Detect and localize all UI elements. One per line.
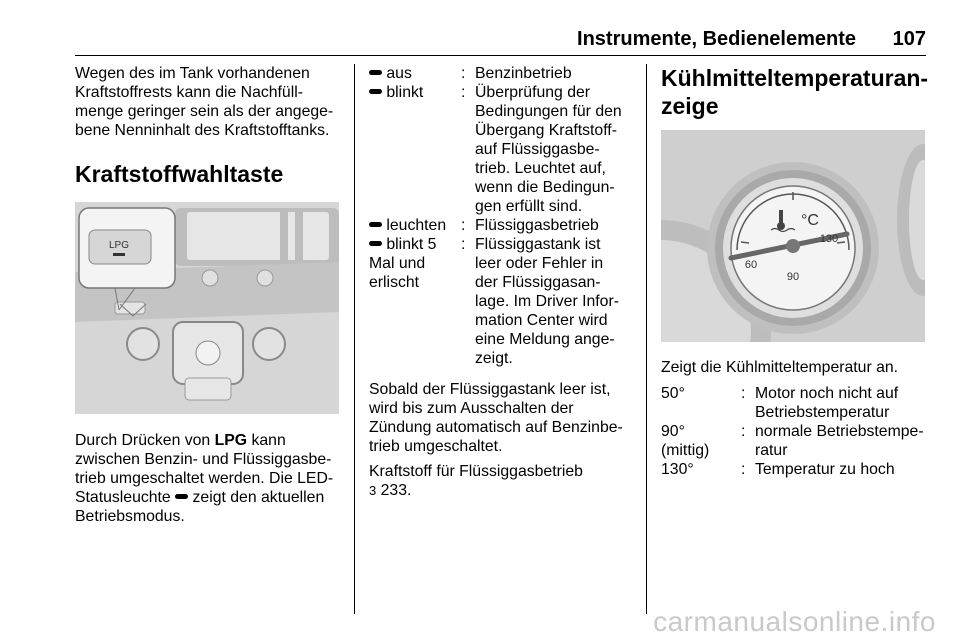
column-divider-2 xyxy=(646,64,647,614)
column-3 xyxy=(661,64,929,479)
page-header xyxy=(75,26,926,56)
column-2 xyxy=(369,64,634,500)
intro-paragraph xyxy=(75,64,340,140)
section-title: Instrumente, Bedienelemente xyxy=(577,28,856,50)
row-sep: : xyxy=(741,385,746,402)
table-row xyxy=(661,460,926,479)
row-value: normale Betriebstempe- xyxy=(755,423,924,440)
row-sep: : xyxy=(741,423,746,440)
page-reference-arrow-icon: 3 xyxy=(369,483,377,498)
text: wird bis zum Ausschalten der xyxy=(369,400,574,417)
led-icon xyxy=(369,241,382,246)
text: zwischen Benzin- und Flüssiggasbe- xyxy=(75,451,332,468)
column-1 xyxy=(75,64,340,526)
intro-line: menge geringer sein als der angege- xyxy=(75,103,334,120)
table-row xyxy=(369,216,634,235)
row-key: erlischt xyxy=(369,274,420,291)
row-value: Überprüfung der xyxy=(475,84,591,101)
row-value: gen erfüllt sind. xyxy=(475,198,583,215)
gauge-tick-130: 130 xyxy=(819,233,839,245)
heading-line: zeige xyxy=(661,93,719,119)
heading-coolant-temp xyxy=(661,64,929,120)
row-key: 90° xyxy=(661,423,685,440)
page-reference[interactable]: 233. xyxy=(376,482,412,499)
lpg-button-label: LPG xyxy=(108,240,130,251)
row-value: Flüssiggastank ist xyxy=(475,236,601,253)
row-sep: : xyxy=(461,217,466,234)
gauge-tick-90: 90 xyxy=(786,271,800,283)
gauge-caption: Zeigt die Kühlmitteltemperatur an. xyxy=(661,359,899,376)
row-value: Flüssiggasbetrieb xyxy=(475,217,599,234)
intro-line: Wegen des im Tank vorhandenen xyxy=(75,65,310,82)
coolant-temp-table xyxy=(661,384,926,479)
row-key: Mal und xyxy=(369,255,426,272)
row-key: blinkt xyxy=(386,84,424,101)
table-row xyxy=(369,64,634,83)
led-icon xyxy=(369,70,382,75)
page-number: 107 xyxy=(892,28,926,50)
gauge-tick-60: 60 xyxy=(744,259,758,271)
row-key: (mittig) xyxy=(661,442,710,459)
led-status-table xyxy=(369,64,634,368)
fuel-reference-paragraph xyxy=(369,462,634,500)
row-value: Benzinbetrieb xyxy=(475,65,572,82)
figure-lpg-button xyxy=(75,202,339,414)
row-sep: : xyxy=(461,65,466,82)
row-value: wenn die Bedingun- xyxy=(475,179,615,196)
table-row xyxy=(369,83,634,216)
heading-line: Kühlmitteltemperaturan- xyxy=(661,65,929,91)
table-row xyxy=(369,235,634,368)
row-value: ratur xyxy=(755,442,788,459)
row-value: Übergang Kraftstoff- xyxy=(475,122,617,139)
row-key: blinkt 5 xyxy=(386,236,437,253)
led-icon xyxy=(175,494,188,499)
led-icon xyxy=(369,222,382,227)
intro-line: bene Nenninhalt des Kraftstofftanks. xyxy=(75,122,330,139)
table-row xyxy=(661,422,926,460)
empty-tank-paragraph xyxy=(369,380,634,456)
row-sep: : xyxy=(741,461,746,478)
lpg-paragraph xyxy=(75,431,340,526)
row-value: Temperatur zu hoch xyxy=(755,461,895,478)
row-value: lage. Im Driver Infor- xyxy=(475,293,619,310)
row-value: auf Flüssiggasbe- xyxy=(475,141,600,158)
column-divider-1 xyxy=(354,64,355,614)
text: Durch Drücken von xyxy=(75,432,215,449)
text: trieb umgeschaltet. xyxy=(369,438,503,455)
figure-coolant-gauge xyxy=(661,130,925,342)
text: Statusleuchte xyxy=(75,489,176,506)
lpg-bold: LPG xyxy=(214,432,248,449)
row-value: trieb. Leuchtet auf, xyxy=(475,160,606,177)
row-key: 50° xyxy=(661,385,685,402)
text: trieb umgeschaltet werden. Die LED- xyxy=(75,470,334,487)
row-value: eine Meldung ange- xyxy=(475,331,615,348)
text: Betriebsmodus. xyxy=(75,508,185,525)
row-key: leuchten xyxy=(386,217,447,234)
row-sep: : xyxy=(461,84,466,101)
row-key: 130° xyxy=(661,461,694,478)
text: Kraftstoff für Flüssiggasbetrieb xyxy=(369,463,583,480)
row-value: zeigt. xyxy=(475,350,513,367)
heading-fuel-selector: Kraftstoffwahltaste xyxy=(75,161,284,187)
watermark: carmanualsonline.info xyxy=(653,606,936,637)
led-icon xyxy=(369,89,382,94)
row-key: aus xyxy=(386,65,412,82)
text: zeigt den aktuellen xyxy=(188,489,325,506)
row-value: mation Center wird xyxy=(475,312,608,329)
row-value: Bedingungen für den xyxy=(475,103,622,120)
table-row xyxy=(661,384,926,422)
intro-line: Kraftstoffrests kann die Nachfüll- xyxy=(75,84,303,101)
row-value: Betriebstemperatur xyxy=(755,404,890,421)
row-value: der Flüssiggasan- xyxy=(475,274,601,291)
row-sep: : xyxy=(461,236,466,253)
text: kann xyxy=(247,432,286,449)
gauge-unit: °C xyxy=(801,212,819,229)
text: Sobald der Flüssiggastank leer ist, xyxy=(369,381,611,398)
text: Zündung automatisch auf Benzinbe- xyxy=(369,419,623,436)
row-value: Motor noch nicht auf xyxy=(755,385,899,402)
row-value: leer oder Fehler in xyxy=(475,255,604,272)
